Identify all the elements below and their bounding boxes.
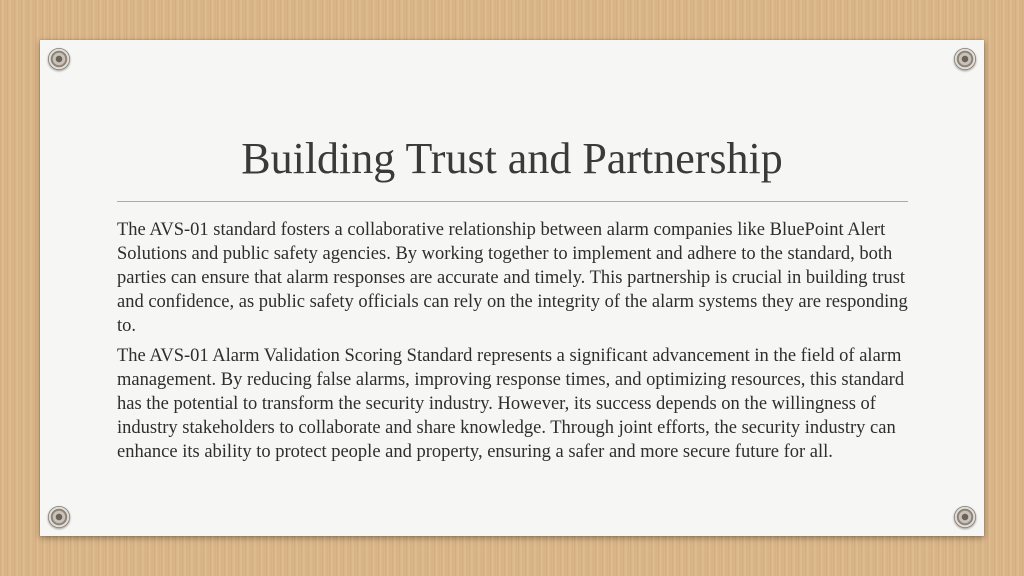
slide-title: Building Trust and Partnership [241, 134, 783, 183]
pushpin-icon [48, 506, 70, 528]
pushpin-icon [48, 48, 70, 70]
slide-card [40, 40, 984, 536]
slide-body [117, 218, 917, 470]
pushpin-icon [954, 506, 976, 528]
paragraph-conclusion: The AVS-01 Alarm Validation Scoring Standard represents a significant advancement in the field of alarm management. By reducing false alarms, improving response times, and optimizing resources, this standard has the potential to transform the security industry. However, its success depends on the willingness of industry stakeholders to collaborate and share knowledge. Through joint efforts, the security industry can enhance its ability to protect people and property, ensuring a safer and more secure future for all. [117, 346, 905, 462]
paragraph-partnership: The AVS-01 standard fosters a collaborative relationship between alarm companies like BluePoint Alert Solutions and public safety agencies. By working together to implement and adhere to the standard, both parties can ensure that alarm responses are accurate and timely. This partnership is crucial in building trust and confidence, as public safety officials can rely on the integrity of the alarm systems they are responding to. [117, 220, 908, 336]
pushpin-icon [954, 48, 976, 70]
title-divider [117, 201, 908, 202]
